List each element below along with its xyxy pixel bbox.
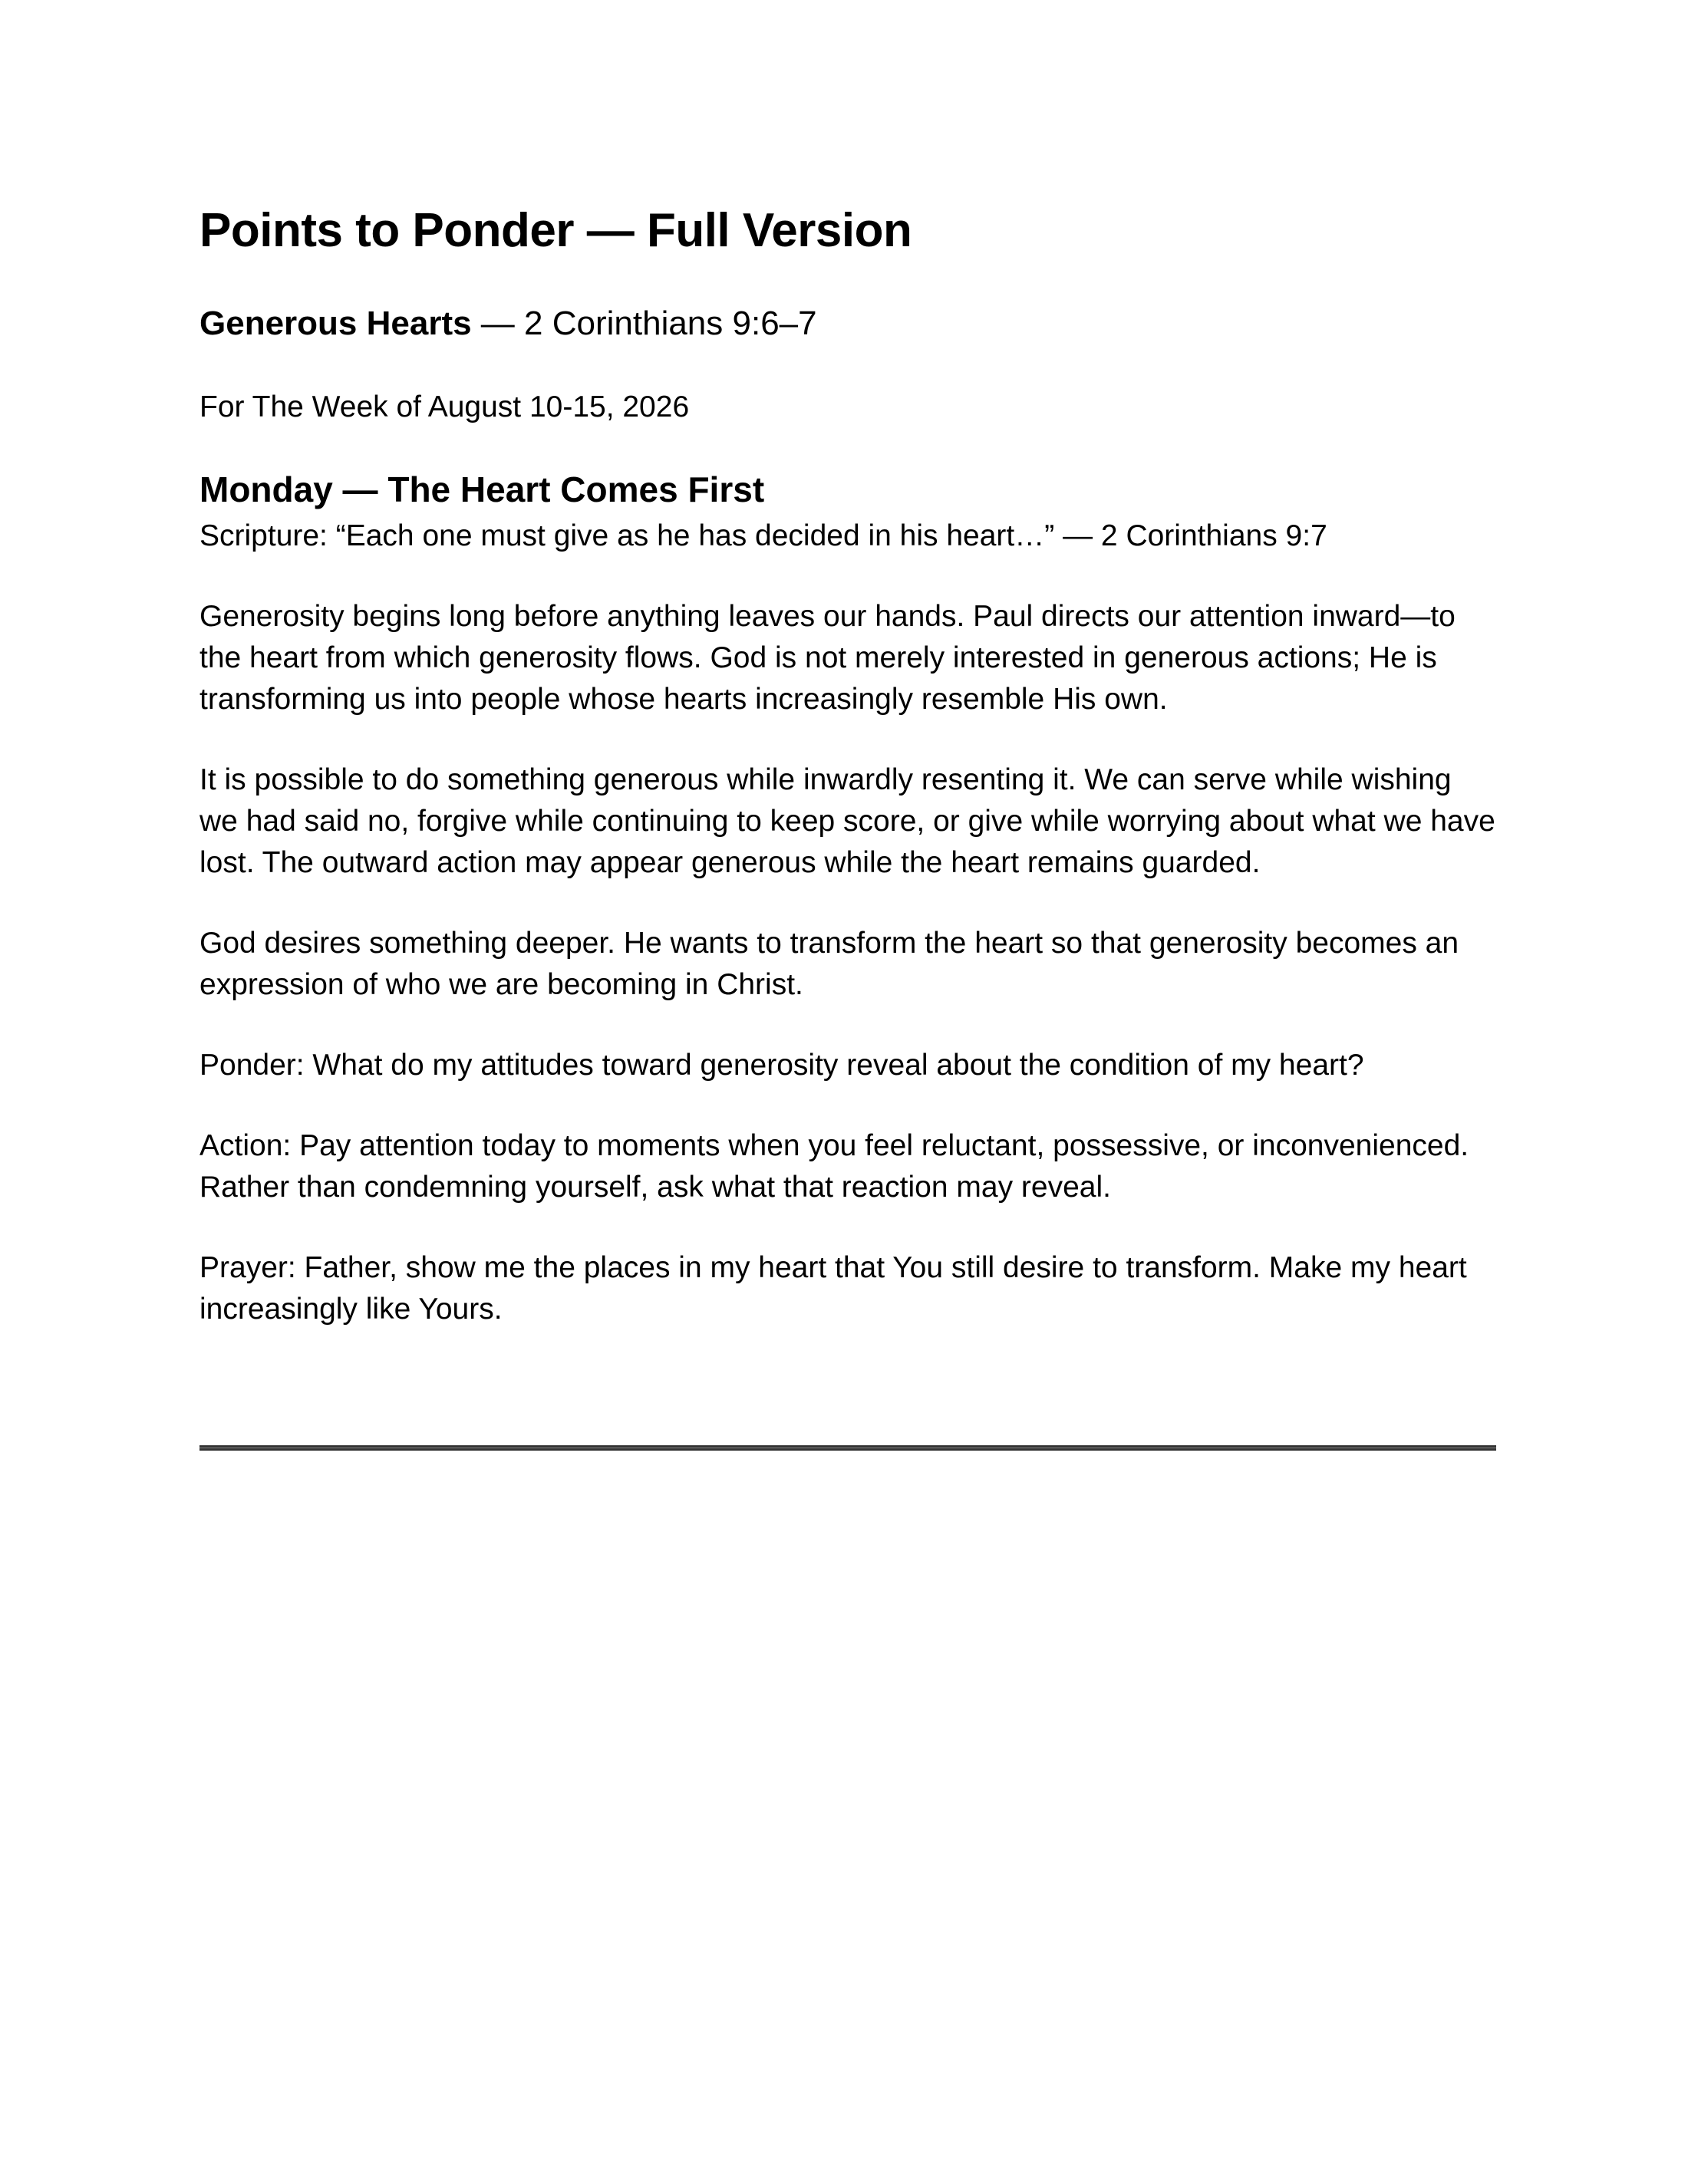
day-body (199, 516, 1496, 1369)
body-paragraph: Generosity begins long before anything leaves our hands. Paul directs our attention inward—to the heart from which generosity flows. God is not merely interested in generous actions; He is transforming us into people whose hearts increasingly resemble His own. (199, 600, 1456, 716)
prayer-line: Prayer: Father, show me the places in my heart that You still desire to transform. Make my heart increasingly like Yours. (199, 1251, 1467, 1326)
body-paragraph: It is possible to do something generous while inwardly resenting it. We can serve while wishing we had said no, forgive while continuing to keep score, or give while worrying about what we have lost. The outward action may appear generous while the heart remains guarded. (199, 763, 1495, 879)
action-line: Action: Pay attention today to moments when you feel reluctant, possessive, or inconvenienced. Rather than condemning yourself, ask what that reaction may reveal. (199, 1129, 1469, 1204)
document-page (199, 0, 1496, 2184)
ponder-line: Ponder: What do my attitudes toward generosity reveal about the condition of my heart? (199, 1049, 1364, 1082)
section-divider (199, 1445, 1496, 1451)
week-dates: For The Week of August 10-15, 2026 (199, 390, 690, 423)
series-reference: — 2 Corinthians 9:6–7 (471, 305, 817, 342)
scripture-line: Scripture: “Each one must give as he has decided in his heart…” — 2 Corinthians 9:7 (199, 519, 1327, 552)
series-name: Generous Hearts (199, 305, 472, 342)
page-title: Points to Ponder — Full Version (199, 204, 912, 257)
series-subtitle (199, 301, 817, 347)
day-heading: Monday — The Heart Comes First (199, 469, 765, 509)
body-paragraph: God desires something deeper. He wants to transform the heart so that generosity becomes an expression of who we are becoming in Christ. (199, 927, 1459, 1001)
